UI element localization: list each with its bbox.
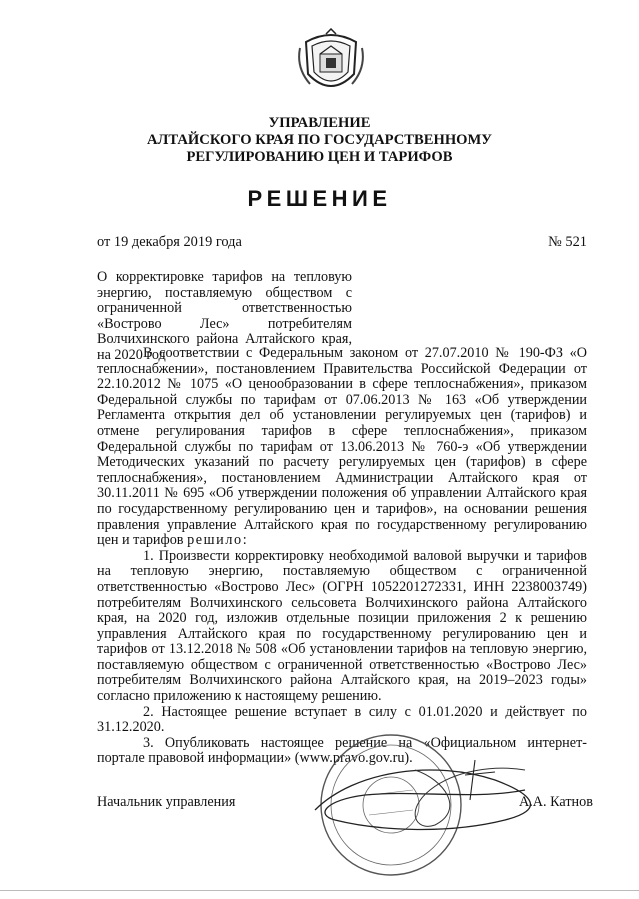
document-title: РЕШЕНИЕ bbox=[247, 186, 392, 211]
org-name-line-1: УПРАВЛЕНИЕ bbox=[268, 115, 371, 131]
document-body bbox=[97, 346, 587, 767]
signatory-position: Начальник управления bbox=[97, 794, 236, 810]
org-name-line-3: РЕГУЛИРОВАНИЮ ЦЕН И ТАРИФОВ bbox=[186, 149, 453, 165]
item-2-paragraph: 2. Настоящее решение вступает в силу с 01.01.2020 и действует по 31.12.2020. bbox=[97, 703, 587, 736]
coat-of-arms-emblem bbox=[296, 28, 366, 100]
handwritten-signature bbox=[295, 740, 575, 840]
item-1-paragraph: 1. Произвести корректировку необходимой валовой выручки и тарифов на тепловую энергию, поставляемую обществом с ограниченной ответственностью «Вострово Лес» (ОГРН 1052201272331, ИНН 2238003749) потребителям Волчихинского сельсовета Волчихинского района Алтайского края, на 2020 год, изложив отдельные позиции приложения 2 к решению управления Алтайского края по государственному регулированию цен и тарифов от 13.12.2018 № 508 «Об установлении тарифов на тепловую энергию, поставляемую обществом с ограниченной ответственностью «Вострово Лес» потребителям Волчихинского района Алтайского края, на 2019–2023 годы» согласно приложению к настоящему решению. bbox=[97, 547, 587, 705]
document-date: от 19 декабря 2019 года bbox=[97, 234, 242, 250]
document-subject: О корректировке тарифов на тепловую энергию, поставляемую обществом с ограниченной ответственностью «Вострово Лес» потребителям Волчихинского района Алтайского края, на 2020 год bbox=[97, 269, 352, 363]
preamble-paragraph bbox=[97, 346, 587, 549]
document-number: № 521 bbox=[548, 234, 587, 250]
decided-text: решило: bbox=[187, 532, 249, 549]
signatory-name: А.А. Катнов bbox=[519, 794, 593, 810]
item-3-paragraph: 3. Опубликовать настоящее решение на «Официальном интернет-портале правовой информации» (www.pravo.gov.ru). bbox=[97, 734, 587, 767]
page-bottom-edge bbox=[0, 890, 639, 891]
org-name-line-2: АЛТАЙСКОГО КРАЯ ПО ГОСУДАРСТВЕННОМУ bbox=[146, 132, 493, 148]
preamble-text: В соответствии с Федеральным законом от 27.07.2010 № 190-ФЗ «О теплоснабжении», постановлением Правительства Российской Федерации от 22.10.2012 № 1075 «О ценообразовании в сфере теплоснабжения», приказом Федеральной службы по тарифам от 07.06.2013 № 163 «Об утверждении Регламента открытия дел об установлении регулируемых цен (тарифов) и отмене регулирования тарифов в сфере теплоснабжения», приказом Федеральной службы по тарифам от 13.06.2013 № 760-э «Об утверждении Методических указаний по расчету регулируемых цен (тарифов) в сфере теплоснабжения», постановлением Администрации Алтайского края от 30.11.2011 № 695 «Об утверждении положения об управлении Алтайского края по государственному регулированию цен и тарифов», на основании решения правления управление Алтайского края по государственному регулированию цен и тарифов bbox=[97, 345, 587, 549]
